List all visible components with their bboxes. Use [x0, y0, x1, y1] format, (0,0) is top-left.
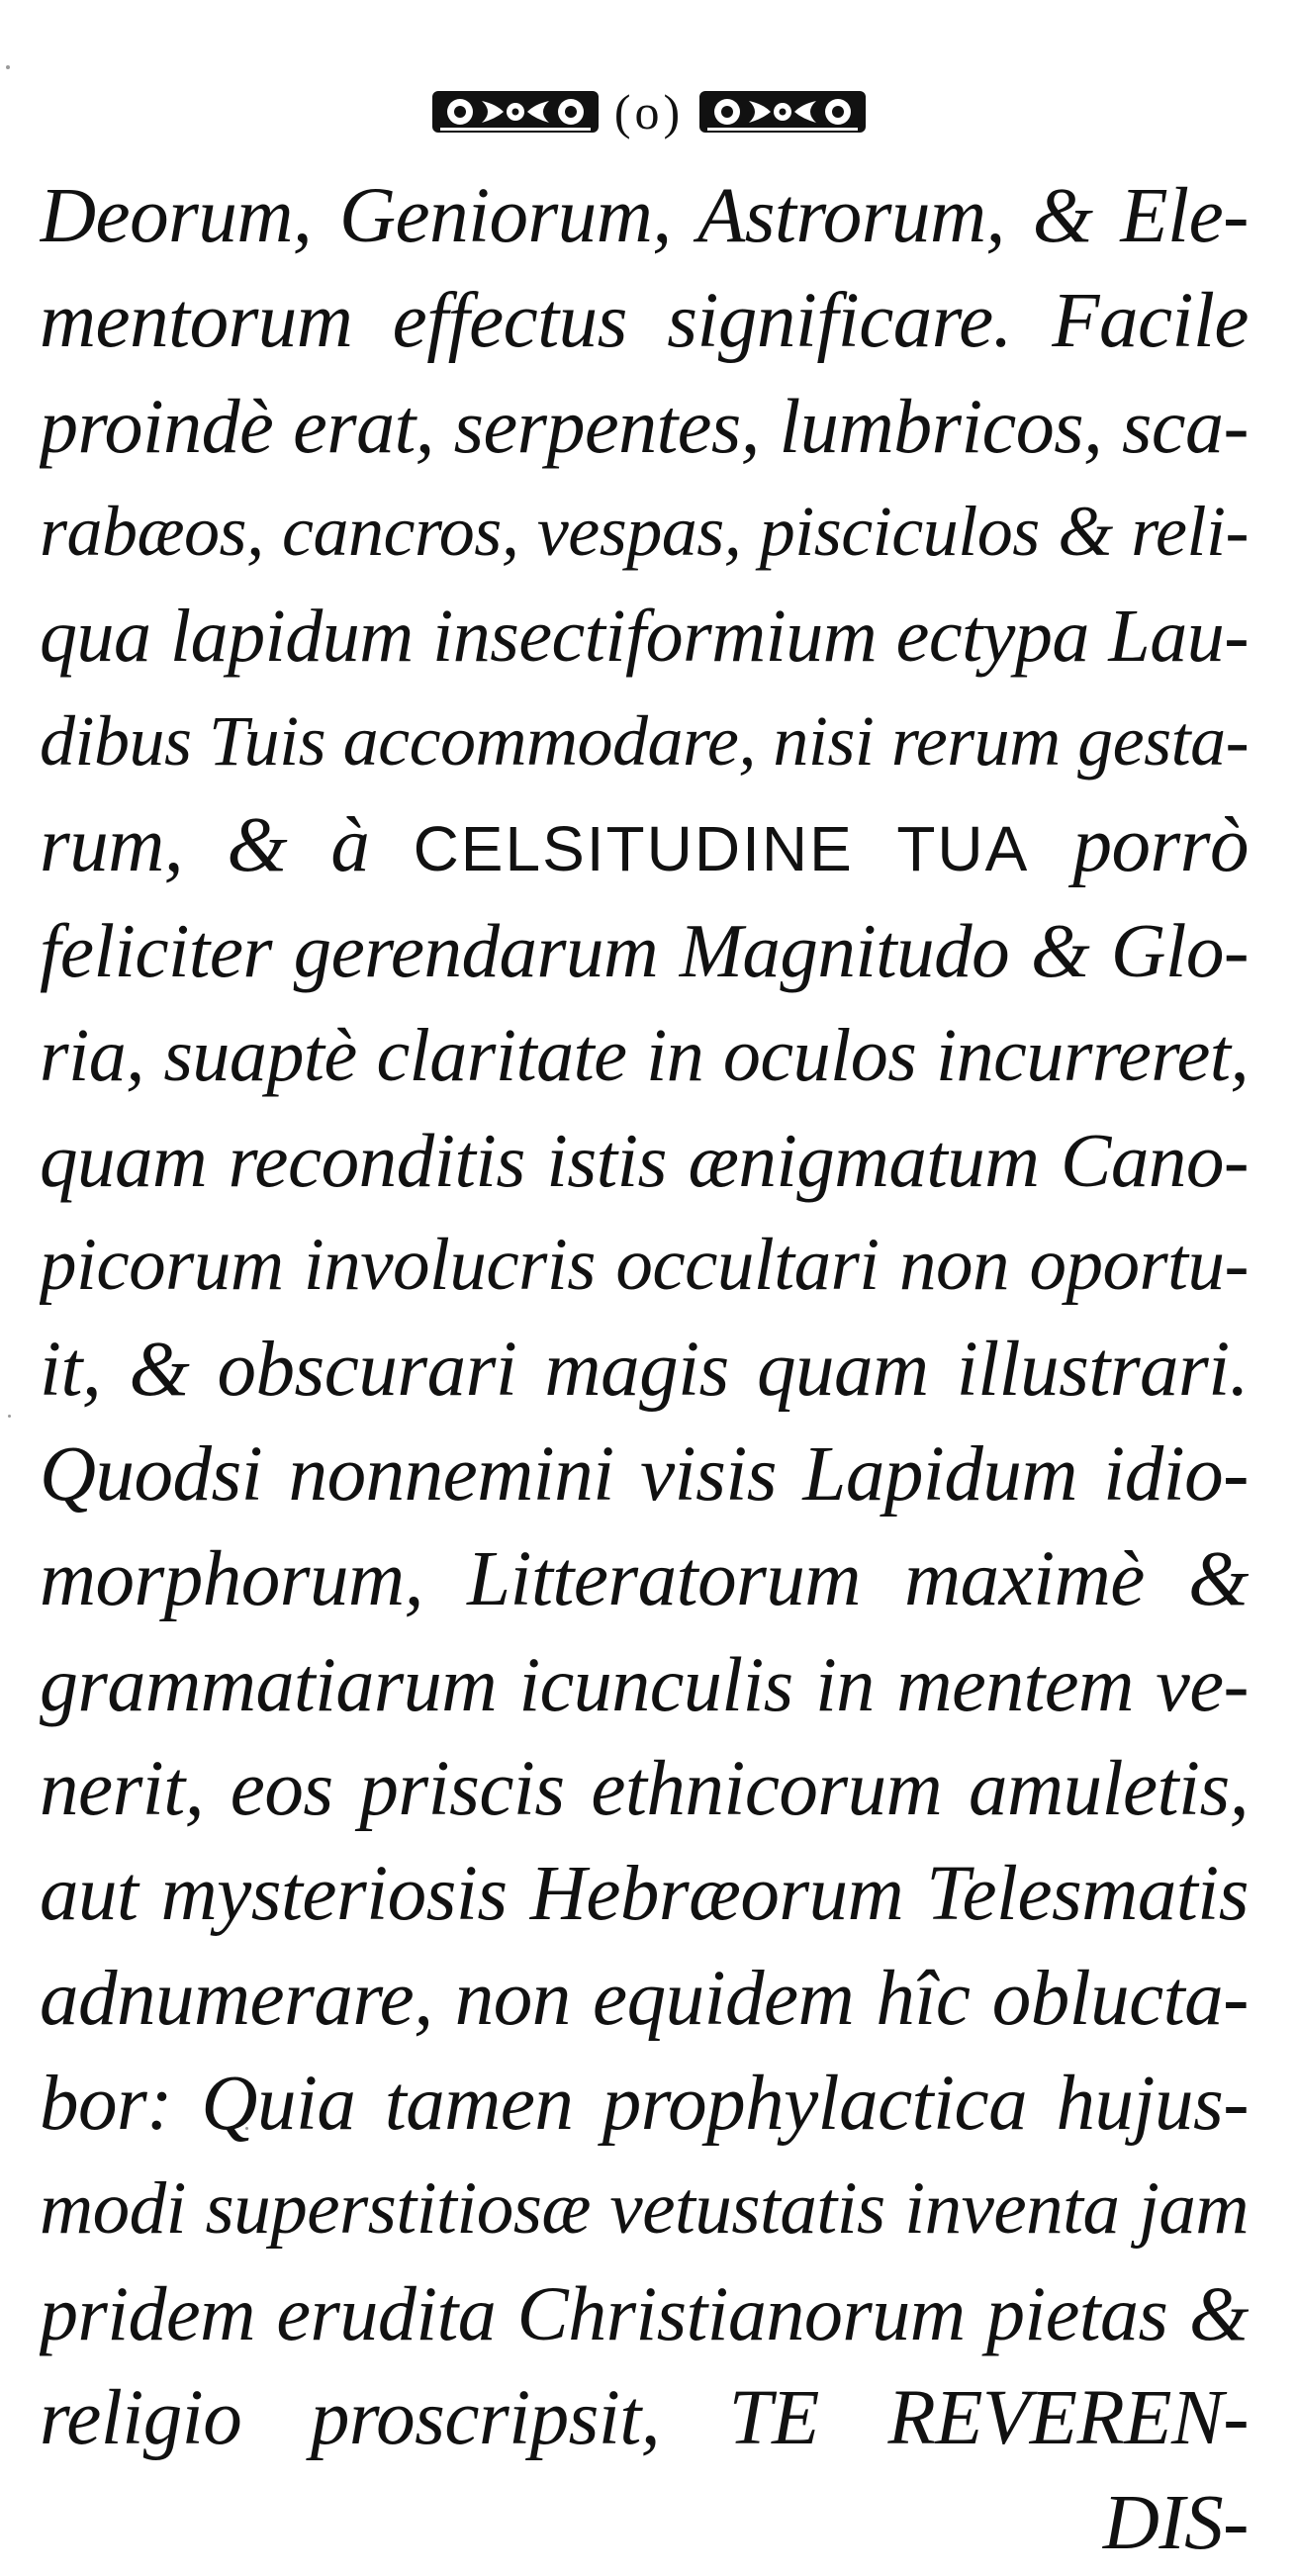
text-segment: picorum involucris occultari non oportu- [40, 1224, 1249, 1306]
text-line [40, 1318, 1249, 1423]
text-line [40, 1423, 1249, 1527]
text-segment: it, & obscurari magis quam illustrari. [40, 1327, 1249, 1413]
page-number: (o) [613, 84, 685, 139]
text-segment: modi superstitiosæ vetustatis inventa jam [40, 2167, 1249, 2250]
text-segment: bor: Quia tamen prophylactica hujus- [40, 2061, 1249, 2147]
text-line [40, 2261, 1249, 2366]
text-segment: pridem erudita Christianorum pietas & [40, 2270, 1249, 2356]
text-segment: ria, suaptè claritate in oculos incurreret, [40, 1014, 1249, 1097]
text-line [40, 689, 1249, 793]
text-segment: quam reconditis istis ænigmatum Cano- [40, 1118, 1249, 1203]
text-line [40, 1213, 1249, 1318]
text-line [40, 2157, 1249, 2261]
text-line [40, 1842, 1249, 1947]
text-line [40, 269, 1249, 374]
floral-ornament-icon [697, 83, 868, 140]
text-line [40, 2471, 1249, 2576]
text-line [40, 1108, 1249, 1213]
text-segment: adnumerare, non equidem hîc obluctа- [40, 1956, 1249, 2042]
text-segment: rum, & à [40, 802, 414, 888]
text-segment: qua lapidum insectiformium ectypa Lau- [40, 595, 1249, 678]
text-segment: rabæos, cancros, vespas, pisciculos & reli- [40, 492, 1249, 571]
page-header [0, 77, 1298, 146]
small-caps-name: CELSITUDINE TUA [413, 813, 1030, 884]
latin-text-block [40, 164, 1249, 2576]
text-segment: proindè erat, serpentes, lumbricos, sca- [40, 383, 1249, 469]
text-line [40, 1632, 1249, 1737]
text-segment: Quodsi nonnemini visis Lapidum idio- [40, 1431, 1249, 1518]
text-segment: dibus Tuis accommodare, nisi rerum gesta- [40, 701, 1249, 781]
text-line [40, 584, 1249, 689]
text-segment: morphorum, Litteratorum maximè & [40, 1536, 1249, 1622]
text-segment: porrò [1029, 802, 1249, 888]
text-line [40, 374, 1249, 479]
text-segment: DIS- [1102, 2480, 1249, 2566]
paper-speck [6, 65, 10, 69]
text-line [40, 2366, 1249, 2471]
text-segment: nerit, eos priscis ethnicorum amuletis, [40, 1746, 1249, 1832]
text-line [40, 1737, 1249, 1842]
text-segment: mentorum effectus significare. Facile [40, 278, 1249, 364]
text-line [40, 1003, 1249, 1108]
text-line [40, 1527, 1249, 1632]
paper-speck [8, 1415, 11, 1418]
text-line [40, 793, 1249, 898]
floral-ornament-icon [430, 83, 601, 140]
text-line [40, 898, 1249, 1003]
text-segment: religio proscripsit, TE REVEREN- [40, 2375, 1249, 2461]
text-segment: grammatiarum icunculis in mentem ve- [40, 1641, 1249, 1727]
text-segment: aut mysteriosis Hebræorum Telesmatis [40, 1851, 1249, 1937]
text-segment: feliciter gerendarum Magnitudo & Glo- [40, 908, 1249, 993]
text-line [40, 1947, 1249, 2052]
text-segment: Deorum, Geniorum, Astrorum, & Ele- [40, 173, 1249, 259]
text-line [40, 479, 1249, 584]
text-line [40, 2052, 1249, 2157]
text-line [40, 164, 1249, 269]
